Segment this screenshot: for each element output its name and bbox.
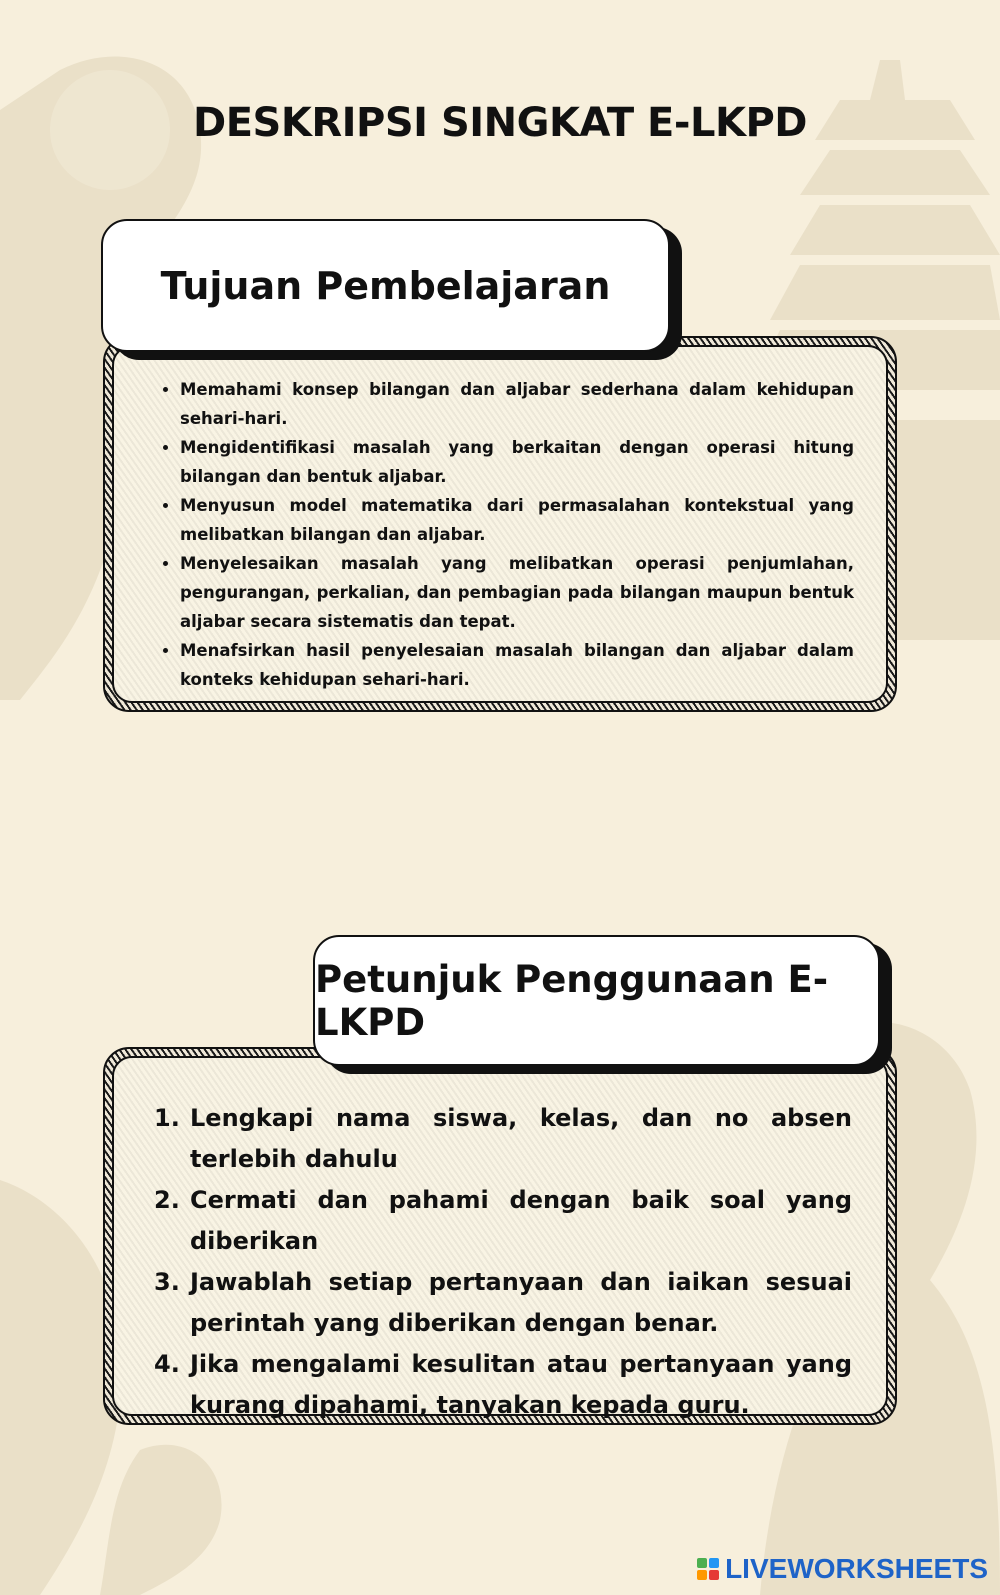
- tujuan-heading: Tujuan Pembelajaran: [160, 263, 611, 308]
- tujuan-heading-card: [101, 219, 670, 352]
- list-item: Cermati dan pahami dengan baik soal yang diberikan: [190, 1186, 852, 1255]
- liveworksheets-mark-icon: [697, 1558, 719, 1580]
- list-item: • Menyusun model matematika dari permasalahan kontekstual yang melibatkan bilangan dan aljabar.: [180, 491, 854, 549]
- petunjuk-content: [112, 1056, 888, 1419]
- list-item: • Mengidentifikasi masalah yang berkaitan dengan operasi hitung bilangan dan bentuk aljabar.: [180, 433, 854, 491]
- petunjuk-rope-frame: [103, 1047, 897, 1425]
- petunjuk-heading: Petunjuk Penggunaan E-LKPD: [315, 957, 829, 1044]
- petunjuk-list: [134, 1098, 852, 1426]
- list-item: Jika mengalami kesulitan atau pertanyaan yang kurang dipahami, tanyakan kepada guru.: [190, 1350, 852, 1419]
- tujuan-content: [112, 345, 888, 703]
- liveworksheets-logo[interactable]: [697, 1553, 988, 1585]
- list-item: • Menafsirkan hasil penyelesaian masalah bilangan dan aljabar dalam konteks kehidupan sehari-hari.: [180, 636, 854, 694]
- list-item: Lengkapi nama siswa, kelas, dan no absen terlebih dahulu: [190, 1104, 852, 1173]
- brand-name: LIVEWORKSHEETS: [725, 1553, 988, 1584]
- list-item: • Menyelesaikan masalah yang melibatkan operasi penjumlahan, pengurangan, perkalian, dan pembagian pada bilangan maupun bentuk aljabar secara sistematis dan tepat.: [180, 549, 854, 636]
- page-title: DESKRIPSI SINGKAT E-LKPD: [193, 100, 807, 146]
- list-item: • Memahami konsep bilangan dan aljabar sederhana dalam kehidupan sehari-hari.: [180, 375, 854, 433]
- list-item: Jawablah setiap pertanyaan dan iaikan sesuai perintah yang diberikan dengan benar.: [190, 1268, 852, 1337]
- tujuan-list: [128, 375, 854, 694]
- tujuan-rope-frame: [103, 336, 897, 712]
- petunjuk-heading-card: [313, 935, 880, 1066]
